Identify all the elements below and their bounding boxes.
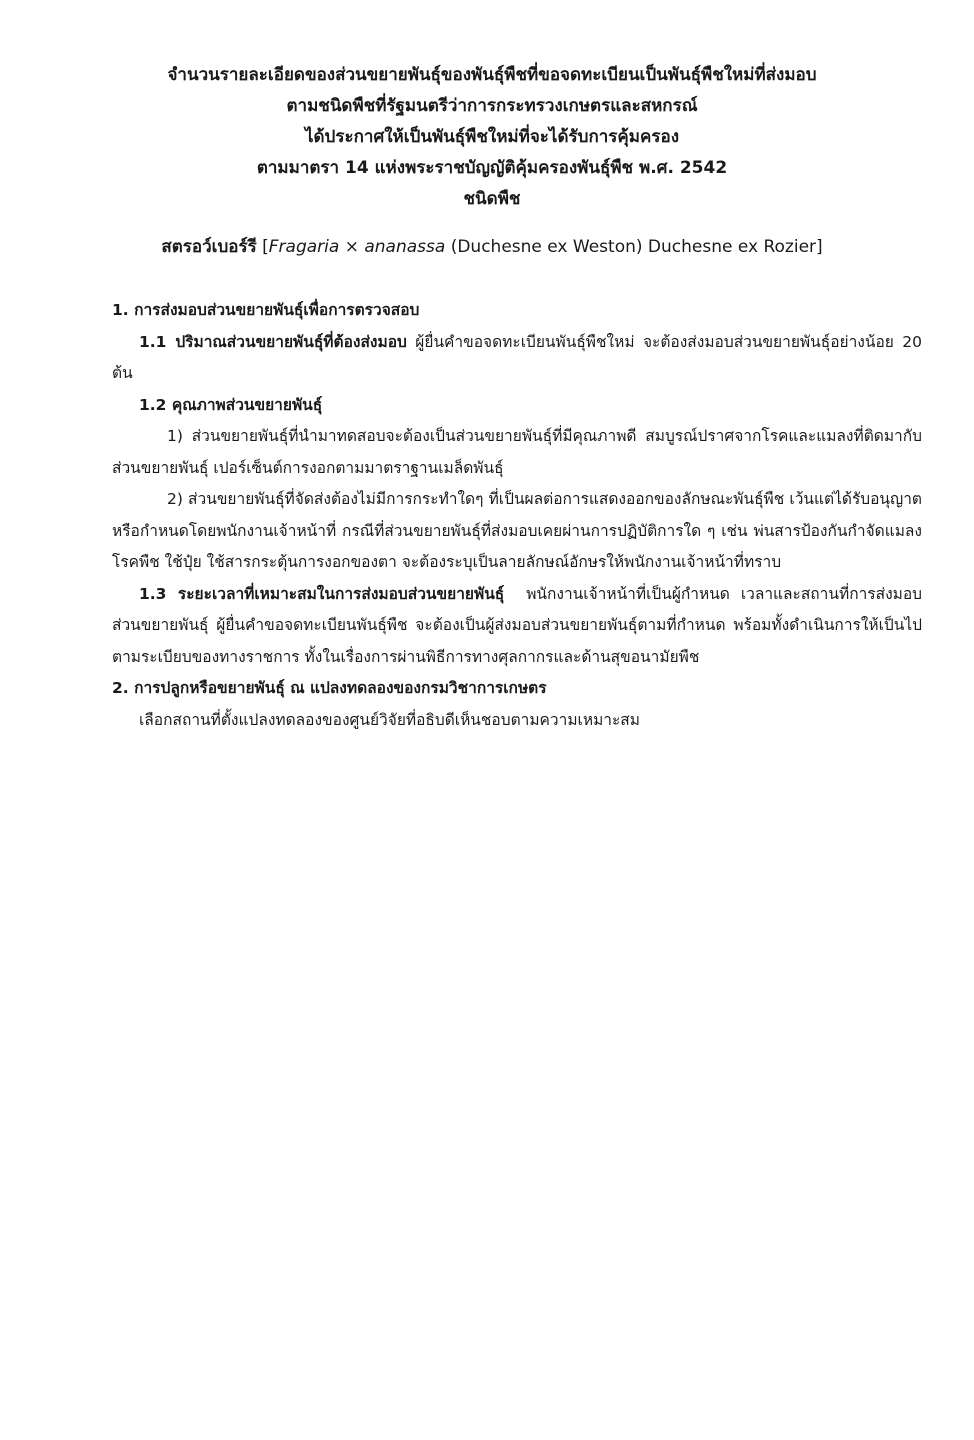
document-title (112, 60, 872, 215)
section-1-2-item-2: 2) ส่วนขยายพันธุ์ที่จัดส่งต้องไม่มีการกระทำใดๆ ที่เป็นผลต่อการแสดงออกของลักษณะพันธุ์พืช เว้นแต่ได้รับอนุญาต หรือกำหนดโดยพนักงานเจ้าหน้าที่ กรณีที่ส่วนขยายพันธุ์ที่ส่งมอบเคยผ่านการปฏิบัติการใด ๆ เช่น พ่นสารป้องกันกำจัดแมลง โรคพืช ใช้ปุ๋ย ใช้สารกระตุ้นการงอกของตา จะต้องระบุเป็นลายลักษณ์อักษรให้พนักงานเจ้าหน้าที่ทราบ (112, 490, 922, 571)
title-line-5: ชนิดพืช (463, 189, 521, 209)
section-1-3 (112, 579, 922, 674)
title-line-1: จำนวนรายละเอียดของส่วนขยายพันธุ์ของพันธุ์พืชที่ขอจดทะเบียนเป็นพันธุ์พืชใหม่ที่ส่งมอบ (167, 65, 817, 85)
section-2-text: เลือกสถานที่ตั้งแปลงทดลองของศูนย์วิจัยที่อธิบดีเห็นชอบตามความเหมาะสม (139, 710, 640, 729)
section-2-heading: 2. การปลูกหรือขยายพันธุ์ ณ แปลงทดลองของกรมวิชาการเกษตร (112, 679, 547, 697)
species-bracket-open: [ (262, 237, 269, 257)
section-1-2-heading: 1.2 คุณภาพส่วนขยายพันธุ์ (139, 395, 323, 414)
title-line-3: ได้ประกาศให้เป็นพันธุ์พืชใหม่ที่จะได้รับการคุ้มครอง (304, 127, 680, 147)
species-genus: Fragaria (268, 237, 340, 257)
species-authority: (Duchesne ex Weston) Duchesne ex Rozier] (450, 237, 823, 257)
species-name (112, 232, 872, 262)
title-line-2: ตามชนิดพืชที่รัฐมนตรีว่าการกระทรวงเกษตรและสหกรณ์ (286, 96, 698, 116)
section-1-3-text: พนักงานเจ้าหน้าที่เป็นผู้กำหนด เวลาและสถานที่การส่งมอบส่วนขยายพันธุ์ ผู้ยื่นคำขอจดทะเบียนพันธุ์พืช จะต้องเป็นผู้ส่งมอบส่วนขยายพันธุ์ตามที่กำหนด พร้อมทั้งดำเนินการให้เป็นไปตามระเบียบของทางราชการ ทั้งในเรื่องการผ่านพิธีการทางศุลกากรและด้านสุขอนามัยพืช (112, 584, 923, 666)
section-1-1 (112, 327, 922, 390)
section-1-1-heading: 1.1 ปริมาณส่วนขยายพันธุ์ที่ต้องส่งมอบ (139, 332, 407, 351)
section-1-heading: 1. การส่งมอบส่วนขยายพันธุ์เพื่อการตรวจสอบ (112, 301, 420, 319)
section-1-3-heading: 1.3 ระยะเวลาที่เหมาะสมในการส่งมอบส่วนขยายพันธุ์ (139, 584, 505, 603)
species-epithet: ananassa (364, 237, 446, 257)
section-1-1-text: ผู้ยื่นคำขอจดทะเบียนพันธุ์พืชใหม่ จะต้องส่งมอบส่วนขยายพันธุ์อย่างน้อย 20 ต้น (112, 332, 922, 382)
document-body (112, 295, 922, 736)
species-thai-name: สตรอว์เบอร์รี (161, 237, 257, 257)
section-1-2-item-1: 1) ส่วนขยายพันธุ์ที่นำมาทดสอบจะต้องเป็นส่วนขยายพันธุ์ที่มีคุณภาพดี สมบูรณ์ปราศจากโรคและแมลงที่ติดมากับส่วนขยายพันธุ์ เปอร์เซ็นต์การงอกตามมาตราฐานเมล็ดพันธุ์ (112, 427, 922, 477)
species-cross: × (344, 237, 359, 257)
title-line-4: ตามมาตรา 14 แห่งพระราชบัญญัติคุ้มครองพันธุ์พืช พ.ศ. 2542 (256, 158, 728, 178)
